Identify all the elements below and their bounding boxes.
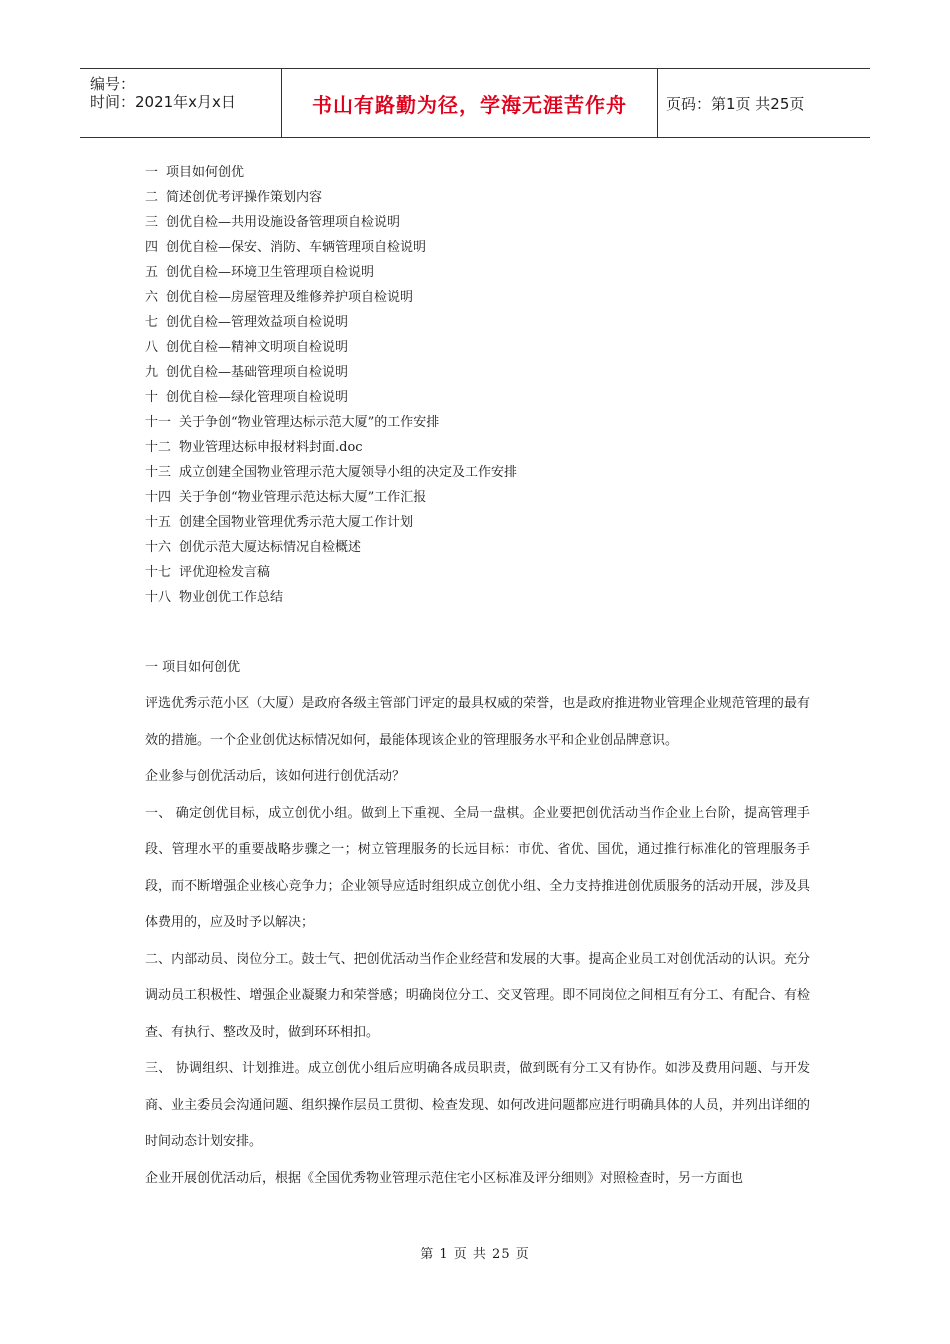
- toc-item[interactable]: [145, 535, 517, 560]
- toc-number: 十八: [145, 590, 172, 605]
- toc-item[interactable]: [145, 160, 517, 185]
- body-paragraph: 评选优秀示范小区（大厦）是政府各级主管部门评定的最具权威的荣誉，也是政府推进物业管理企业规范管理的最有效的措施。一个企业创优达标情况如何，最能体现该企业的管理服务水平和企业创品牌意识。: [145, 696, 810, 748]
- toc-item[interactable]: [145, 585, 517, 610]
- toc-number: 一: [145, 165, 159, 180]
- toc-title: 创优自检—基础管理项自检说明: [166, 365, 349, 380]
- body-paragraph: 一、 确定创优目标，成立创优小组。做到上下重视、全局一盘棋。企业要把创优活动当作企业上台阶，提高管理手段、管理水平的重要战略步骤之一；树立管理服务的长远目标：市优、省优、国优，通过推行标准化的管理服务手段，而不断增强企业核心竞争力；企业领导应适时组织成立创优小组、全力支持推进创优质服务的活动开展，涉及具体费用的，应及时予以解决；: [145, 805, 810, 930]
- toc-item[interactable]: [145, 410, 517, 435]
- header-page-info: 页码：第1页 共25页: [666, 94, 805, 113]
- toc-number: 十五: [145, 515, 172, 530]
- body-paragraph: 三、 协调组织、计划推进。成立创优小组后应明确各成员职责，做到既有分工又有协作。如涉及费用问题、与开发商、业主委员会沟通问题、组织操作层员工贯彻、检查发现、如何改进问题都应进行明确具体的人员，并列出详细的时间动态计划安排。: [145, 1061, 810, 1149]
- toc-number: 八: [145, 340, 159, 355]
- toc-item[interactable]: [145, 460, 517, 485]
- section-heading: 一 项目如何创优: [145, 660, 241, 675]
- toc-item[interactable]: [145, 235, 517, 260]
- toc-item[interactable]: [145, 260, 517, 285]
- toc-number: 十: [145, 390, 159, 405]
- document-time-label: 时间：2021年x月x日: [90, 93, 236, 111]
- toc-number: 十二: [145, 440, 172, 455]
- toc-title: 创优示范大厦达标情况自检概述: [179, 540, 362, 555]
- toc-item[interactable]: [145, 185, 517, 210]
- toc-number: 十四: [145, 490, 172, 505]
- page-footer: 第 1 页 共 25 页: [420, 1247, 530, 1262]
- toc-item[interactable]: [145, 485, 517, 510]
- page-header: [80, 68, 870, 138]
- document-body: [145, 650, 810, 1197]
- document-number-label: 编号：: [90, 75, 136, 93]
- toc-item[interactable]: [145, 210, 517, 235]
- toc-item[interactable]: [145, 285, 517, 310]
- toc-title: 项目如何创优: [166, 165, 245, 180]
- body-paragraph: 二、内部动员、岗位分工。鼓士气、把创优活动当作企业经营和发展的大事。提高企业员工对创优活动的认识。充分调动员工积极性、增强企业凝聚力和荣誉感；明确岗位分工、交叉管理。即不同岗位之间相互有分工、有配合、有检查、有执行、整改及时，做到环环相扣。: [145, 951, 810, 1040]
- toc-title: 创优自检—房屋管理及维修养护项自检说明: [166, 290, 414, 305]
- toc-title: 关于争创“物业管理达标示范大厦”的工作安排: [179, 415, 440, 430]
- toc-number: 七: [145, 315, 159, 330]
- body-paragraph: 企业参与创优活动后，该如何进行创优活动？: [145, 769, 406, 784]
- toc-title: 物业创优工作总结: [179, 590, 284, 605]
- toc-title: 创优自检—保安、消防、车辆管理项自检说明: [166, 240, 427, 255]
- body-paragraph: 企业开展创优活动后，根据《全国优秀物业管理示范住宅小区标准及评分细则》对照检查时，另一方面也: [145, 1170, 744, 1186]
- toc-title: 成立创建全国物业管理示范大厦领导小组的决定及工作安排: [179, 465, 518, 480]
- toc-title: 关于争创“物业管理示范达标大厦”工作汇报: [179, 490, 427, 505]
- table-of-contents: [145, 160, 517, 610]
- toc-number: 九: [145, 365, 159, 380]
- toc-title: 简述创优考评操作策划内容: [166, 190, 323, 205]
- toc-number: 二: [145, 190, 159, 205]
- toc-title: 创优自检—环境卫生管理项自检说明: [166, 265, 375, 280]
- toc-item[interactable]: [145, 560, 517, 585]
- toc-number: 十一: [145, 415, 172, 430]
- toc-item[interactable]: [145, 310, 517, 335]
- header-meta: [80, 69, 282, 137]
- toc-title: 创优自检—管理效益项自检说明: [166, 315, 349, 330]
- toc-item[interactable]: [145, 335, 517, 360]
- toc-title: 创优自检—精神文明项自检说明: [166, 340, 349, 355]
- toc-number: 十六: [145, 540, 172, 555]
- toc-number: 十七: [145, 565, 172, 580]
- toc-number: 三: [145, 215, 159, 230]
- header-motto: 书山有路勤为径，学海无涯苦作舟: [312, 92, 627, 117]
- toc-number: 十三: [145, 465, 172, 480]
- toc-number: 四: [145, 240, 159, 255]
- toc-number: 五: [145, 265, 159, 280]
- toc-item[interactable]: [145, 360, 517, 385]
- header-motto-cell: [282, 69, 658, 137]
- toc-title: 创优自检—共用设施设备管理项自检说明: [166, 215, 401, 230]
- toc-item[interactable]: [145, 510, 517, 535]
- toc-number: 六: [145, 290, 159, 305]
- toc-title: 创优自检—绿化管理项自检说明: [166, 390, 349, 405]
- toc-title: 物业管理达标申报材料封面.doc: [179, 440, 363, 455]
- toc-item[interactable]: [145, 435, 517, 460]
- toc-title: 创建全国物业管理优秀示范大厦工作计划: [179, 515, 414, 530]
- toc-item[interactable]: [145, 385, 517, 410]
- toc-title: 评优迎检发言稿: [179, 565, 271, 580]
